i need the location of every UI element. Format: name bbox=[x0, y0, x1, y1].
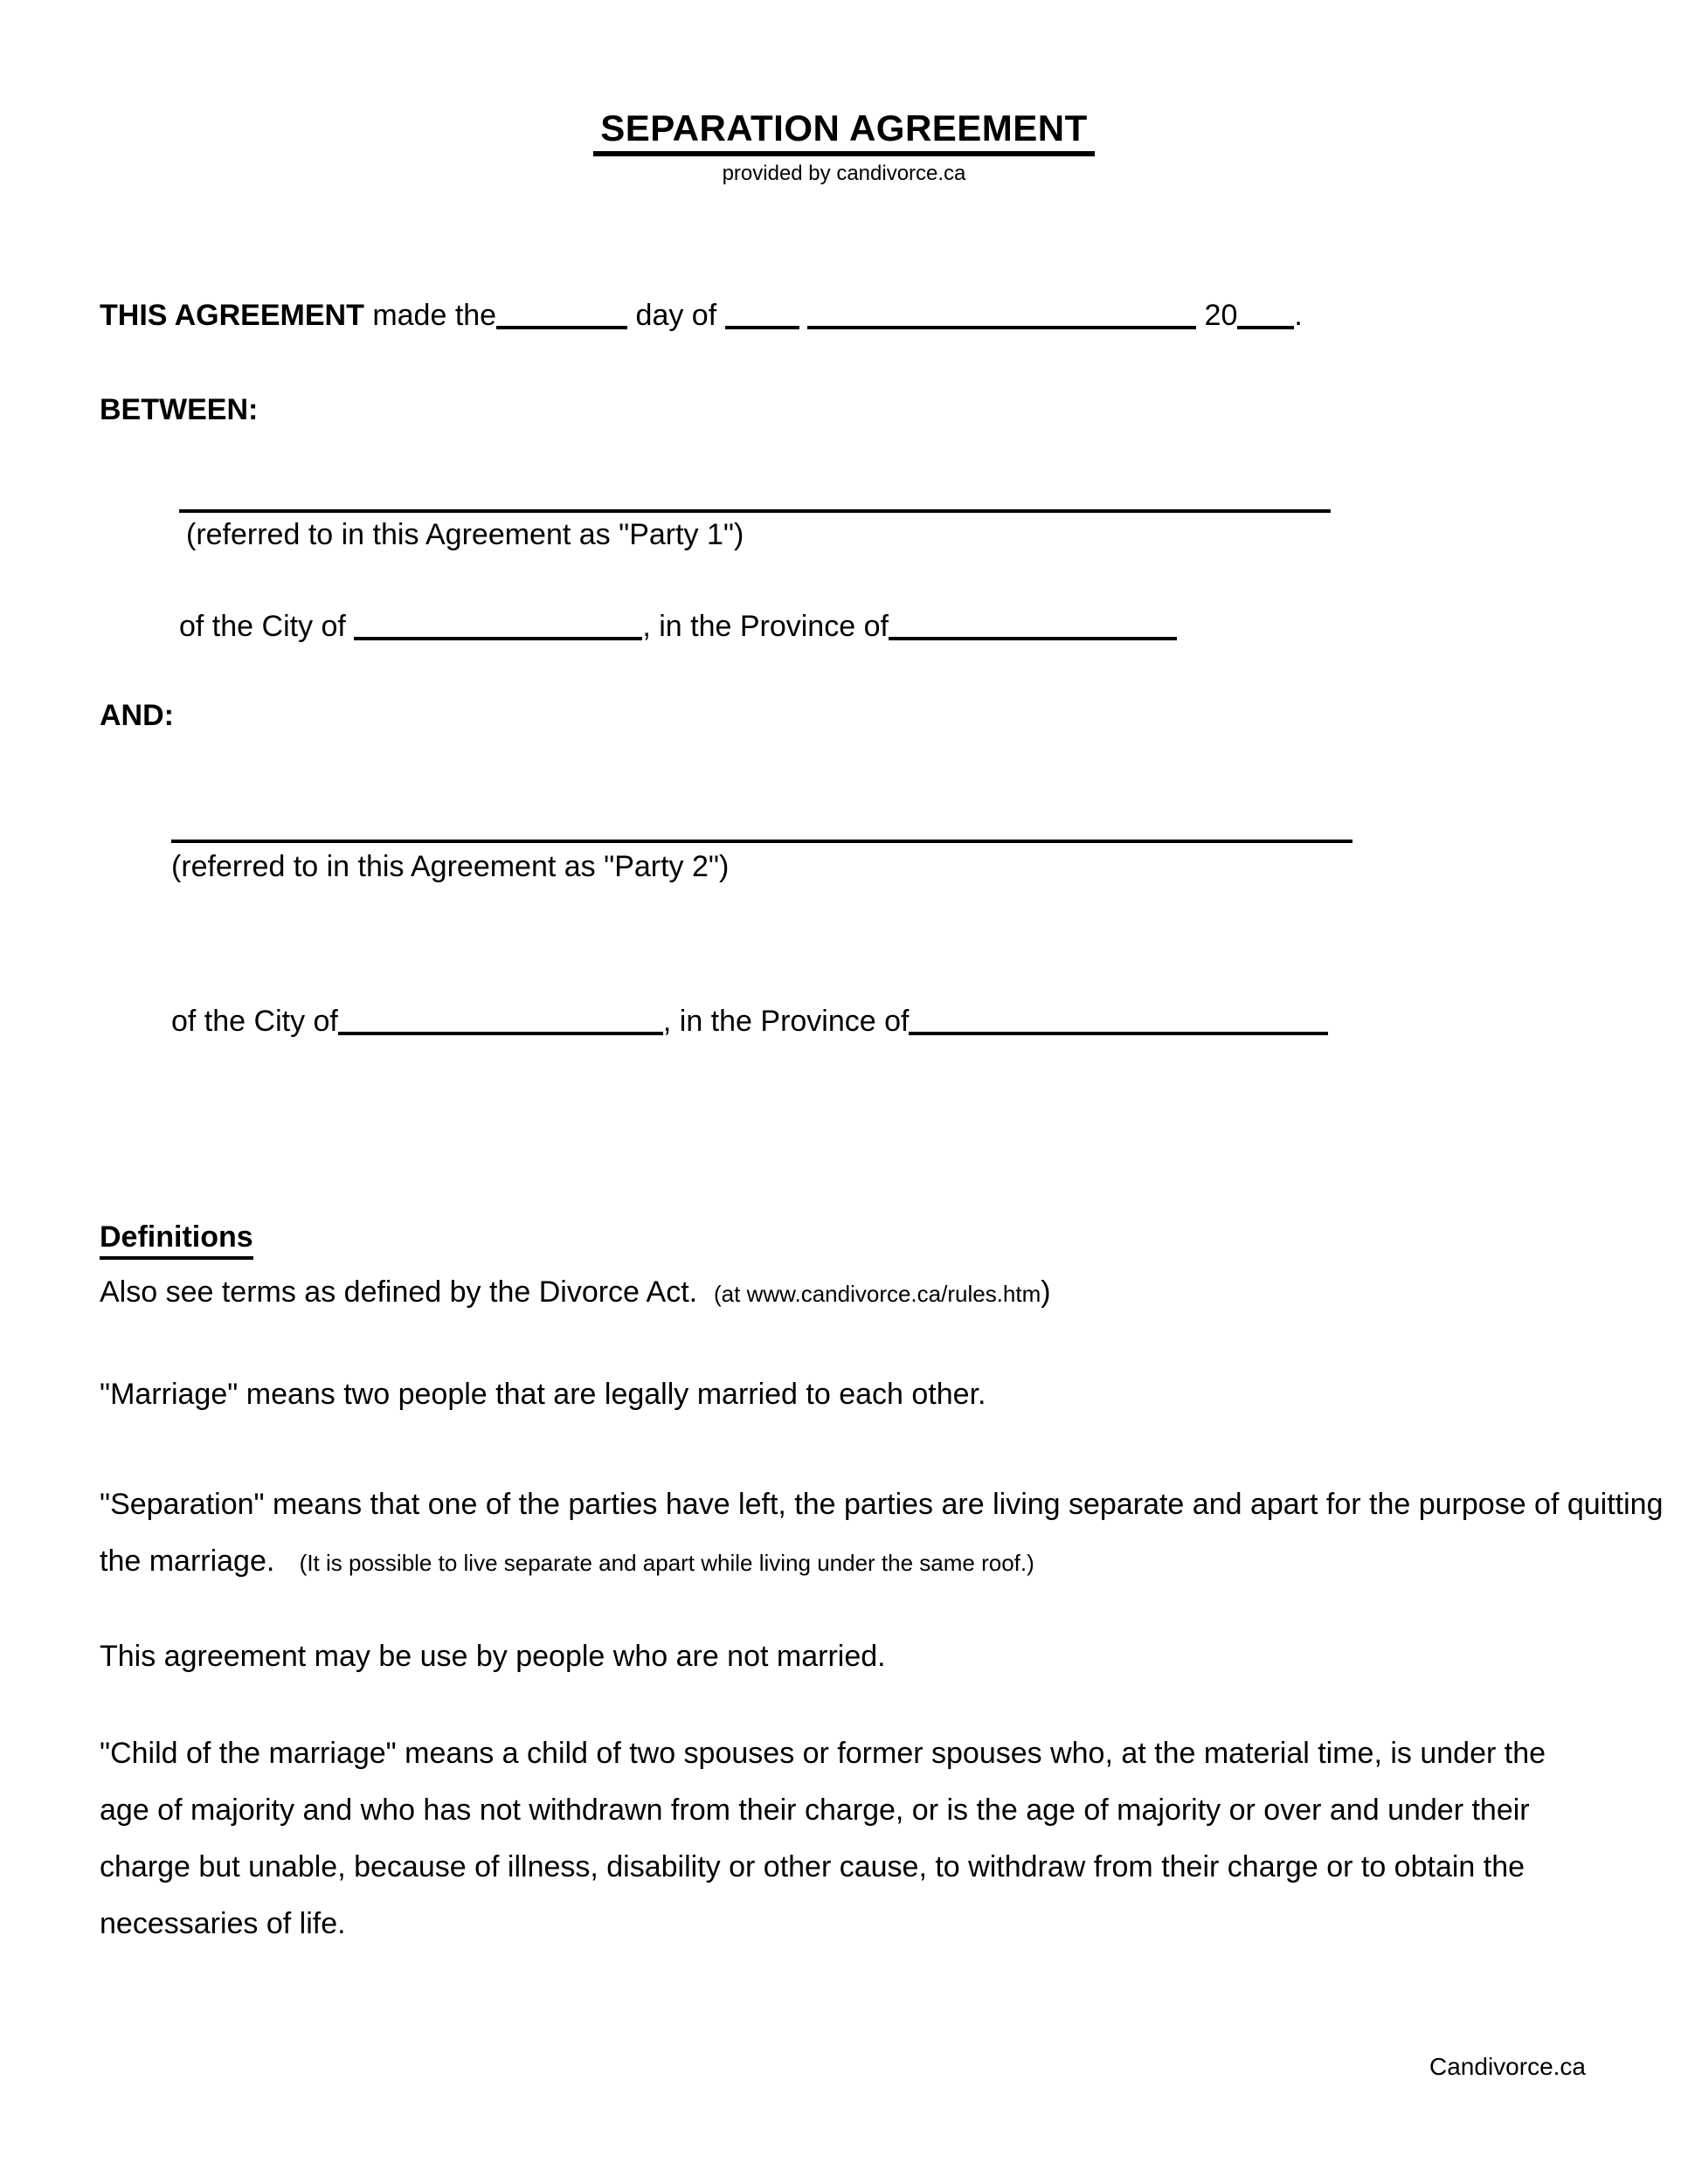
agreement-made-the-text: made the bbox=[363, 299, 497, 332]
footer-brand: Candivorce.ca bbox=[1429, 2053, 1586, 2080]
party2-caption: (referred to in this Agreement as "Party 2") bbox=[171, 850, 730, 883]
day-ordinal-blank bbox=[725, 326, 799, 329]
agreement-year-prefix: 20 bbox=[1204, 299, 1238, 332]
party2-city-line bbox=[171, 1005, 1328, 1039]
definition-marriage: "Marriage" means two people that are legally married to each other. bbox=[100, 1378, 986, 1411]
also-see-text: Also see terms as defined by the Divorce Act. bbox=[100, 1275, 698, 1309]
page-subtitle: provided by candivorce.ca bbox=[722, 162, 966, 186]
agreement-period: . bbox=[1294, 299, 1303, 332]
party1-city-blank bbox=[354, 637, 642, 640]
party2-city-prefix: of the City of bbox=[171, 1005, 338, 1038]
page-title: SEPARATION AGREEMENT bbox=[593, 108, 1095, 156]
party1-name-line bbox=[179, 509, 1331, 513]
agreement-date-line bbox=[100, 299, 1303, 333]
party1-province-prefix: , in the Province of bbox=[642, 610, 889, 643]
definitions-heading-wrap bbox=[100, 1220, 253, 1260]
definitions-heading: Definitions bbox=[100, 1220, 253, 1260]
document-header bbox=[0, 108, 1688, 186]
party2-province-blank bbox=[909, 1032, 1328, 1035]
between-section-label: BETWEEN: bbox=[100, 393, 259, 426]
year-blank bbox=[1237, 326, 1294, 329]
also-see-note: (at www.candivorce.ca/rules.htm bbox=[714, 1281, 1041, 1307]
party1-caption: (referred to in this Agreement as "Party 1") bbox=[186, 518, 744, 551]
also-see-note-close: ) bbox=[1041, 1275, 1051, 1309]
definition-unmarried-note: This agreement may be use by people who are not married. bbox=[100, 1640, 886, 1673]
party1-province-blank bbox=[889, 637, 1177, 640]
agreement-day-of-text: day of bbox=[635, 299, 717, 332]
party1-city-line bbox=[179, 610, 1177, 644]
and-section-label: AND: bbox=[100, 699, 174, 732]
party2-name-line bbox=[171, 840, 1352, 843]
definitions-also-see-line bbox=[100, 1275, 1051, 1310]
day-number-blank bbox=[496, 326, 627, 329]
separation-text: "Separation" means that one of the parties have left, the parties are living separate and apart for the purpose of quitting the marriage. bbox=[100, 1488, 1664, 1578]
agreement-label: THIS AGREEMENT bbox=[100, 299, 364, 332]
month-blank bbox=[807, 326, 1196, 329]
party2-city-blank bbox=[338, 1032, 663, 1035]
party1-city-prefix: of the City of bbox=[179, 610, 346, 643]
party2-province-prefix: , in the Province of bbox=[662, 1005, 910, 1038]
definition-child-of-marriage: "Child of the marriage" means a child of two spouses or former spouses who, at the material time, is under the age of majority and who has not withdrawn from their charge, or is the age of majority or over and under their charge but unable, because of illness, disability or other cause, to withdraw from their charge or to obtain the necessaries of life. bbox=[100, 1737, 1546, 1940]
definition-separation bbox=[100, 1476, 1672, 1592]
separation-note: (It is possible to live separate and apart while living under the same roof.) bbox=[299, 1550, 1034, 1576]
